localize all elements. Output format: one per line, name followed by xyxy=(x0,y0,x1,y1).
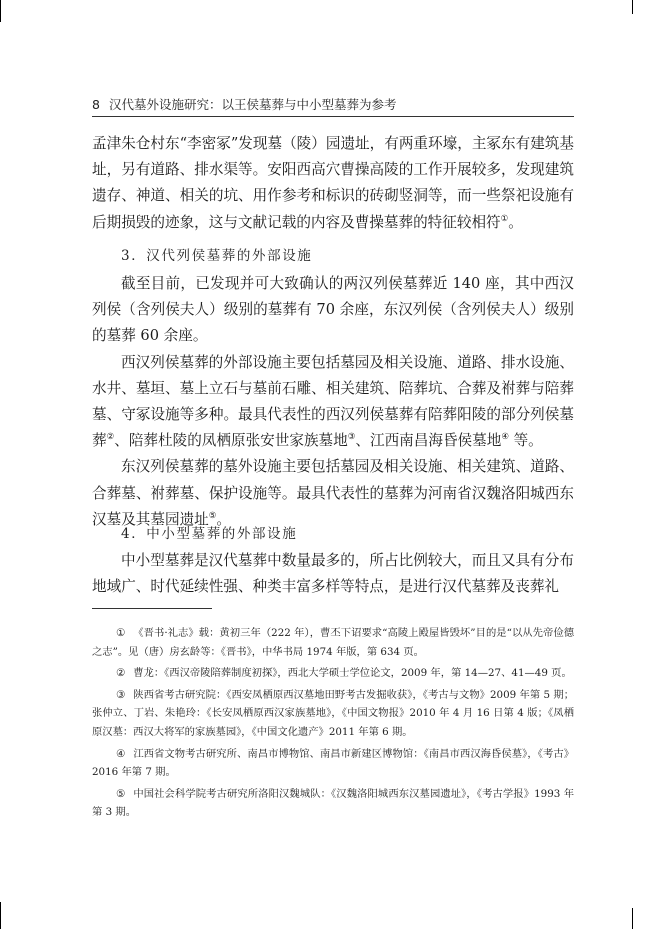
footnote-3 xyxy=(92,686,574,742)
footnote-ref-4[interactable]: ④ xyxy=(501,432,509,443)
crop-mark-top-left xyxy=(0,0,1,22)
footnote-2 xyxy=(92,664,574,683)
footnote-text: 中国社会科学院考古研究所洛阳汉魏城队：《汉魏洛阳城西东汉墓园遗址》，《考古学报》1993 年第 3 期。 xyxy=(92,787,574,819)
section-4-paragraph-1: 中小型墓葬是汉代墓葬中数量最多的，所占比例较大，而且又具有分布地域广、时代延续性强、种类丰富多样等特点，是进行汉代墓葬及丧葬礼 xyxy=(92,552,574,596)
section-3-body xyxy=(92,271,574,533)
footnote-text: 曹龙：《西汉帝陵陪葬制度初探》，西北大学硕士学位论文，2009 年，第 14—27、41—49 页。 xyxy=(133,667,572,680)
footnote-text: 《晋书·礼志》载：黄初三年（222 年），曹丕下诏要求“高陵上殿屋皆毁坏”目的是“以从先帝俭德之志”。见（唐）房玄龄等：《晋书》，中华书局 1974 年版，第 634 页。 xyxy=(92,627,575,658)
footnote-mark: ④ xyxy=(116,747,126,760)
crop-mark-bottom-left xyxy=(0,902,1,929)
section-3-paragraph-2: 西汉列侯墓葬的外部设施主要包括墓园及相关设施、道路、排水设施、水井、墓垣、墓上立石与墓前石雕、相关建筑、陪葬坑、合葬及祔葬与陪葬墓、守冢设施等多种。最具代表性的西汉列侯墓葬有陪葬阳陵的部分列侯墓葬②、陪葬杜陵的凤栖原张安世家族墓地③、江西南昌海昏侯墓地④ 等。 xyxy=(92,353,574,450)
footnote-ref-2[interactable]: ② xyxy=(106,432,115,443)
footnote-ref-3[interactable]: ③ xyxy=(347,432,356,443)
footnote-rule xyxy=(92,608,212,609)
paragraph-continued: 孟津朱仓村东“李密冢”发现墓（陵）园遗址，有两重环壕，主冢东有建筑基址，另有道路、排水渠等。安阳西高穴曹操高陵的工作开展较多，发现建筑遗存、神道、相关的坑、用作参考和标识的砖砌竖洞等，而一些祭祀设施有后期损毁的迹象，这与文献记载的内容及曹操墓葬的特征较相符①。 xyxy=(92,135,574,231)
crop-mark-top-right xyxy=(632,0,633,14)
header-rule xyxy=(92,116,574,117)
footnote-mark: ① xyxy=(116,627,126,639)
footnotes xyxy=(92,624,574,825)
footnote-4 xyxy=(92,745,574,782)
footnote-1 xyxy=(92,624,574,661)
footnote-mark: ② xyxy=(116,667,126,680)
paragraph-text: 孟津朱仓村东“李密冢”发现墓（陵）园遗址，有两重环壕，主冢东有建筑基址，另有道路、排水渠等。安阳西高穴曹操高陵的工作开展较多，发现建筑遗存、神道、相关的坑、用作参考和标识的砖砌竖洞等，而一些祭祀设施有后期损毁的迹象，这与文献记载的内容及曹操墓葬的特征较相符 xyxy=(92,135,574,231)
section-4-body xyxy=(92,548,574,600)
footnote-ref-1[interactable]: ① xyxy=(500,213,509,224)
crop-mark-bottom-right xyxy=(632,908,633,929)
footnote-ref-5[interactable]: ⑤ xyxy=(208,510,217,521)
section-heading-3: 3．汉代列侯墓葬的外部设施 xyxy=(121,248,313,264)
page-number: 8 xyxy=(92,97,100,112)
running-header xyxy=(92,95,574,113)
section-heading-4: 4．中小型墓葬的外部设施 xyxy=(121,526,298,542)
footnote-5 xyxy=(92,785,574,822)
footnote-text: 江西省文物考古研究所、南昌市博物馆、南昌市新建区博物馆：《南昌市西汉海昏侯墓》，《考古》2016 年第 7 期。 xyxy=(92,747,574,779)
footnote-mark: ⑤ xyxy=(116,787,126,800)
section-3-paragraph-1: 截至目前，已发现并可大致确认的两汉列侯墓葬近 140 座，其中西汉列侯（含列侯夫人）级别的墓葬有 70 余座，东汉列侯（含列侯夫人）级别的墓葬 60 余座。 xyxy=(92,275,574,345)
footnote-mark: ③ xyxy=(116,688,126,701)
book-title: 汉代墓外设施研究：以王侯墓葬与中小型墓葬为参考 xyxy=(108,97,397,112)
footnote-text: 陕西省考古研究院：《西安凤栖原西汉墓地田野考古发掘收获》，《考古与文物》2009 年第 5 期；张仲立、丁岩、朱艳玲：《长安凤栖原西汉家族墓地》，《中国文物报》2010 年 4 月 16 日第 4 版；《凤栖原汉墓：西汉大将军的家族墓园》，《中国文化遗产》2011 年第 6 期。 xyxy=(92,688,575,738)
section-3-paragraph-3: 东汉列侯墓葬的墓外设施主要包括墓园及相关设施、相关建筑、道路、合葬墓、祔葬墓、保护设施等。最具代表性的墓葬为河南省汉魏洛阳城西东汉墓及其墓园遗址⑤。 xyxy=(92,458,574,528)
